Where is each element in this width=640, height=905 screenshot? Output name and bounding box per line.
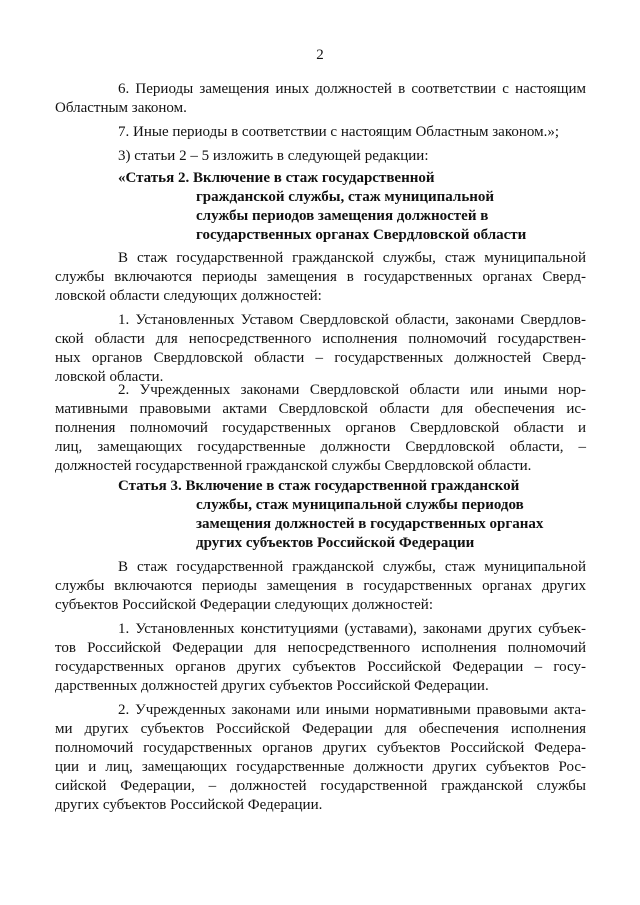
text-line: 1. Установленных Уставом Свердловской области, законами Свердлов- (118, 312, 586, 328)
text-line: В стаж государственной гражданской службы, стаж муниципальной (118, 559, 586, 575)
heading-line: «Статья 2. Включение в стаж государственной (118, 170, 435, 186)
text-line: ми других субъектов Российской Федерации для обеспечения исполнения (55, 721, 586, 737)
text-line: 3) статьи 2 – 5 изложить в следующей редакции: (118, 148, 429, 164)
text-line: государственных органов других субъектов Российской Федерации – госу- (55, 659, 586, 675)
text-line: полнения полномочий государственных органов Свердловской области и (55, 420, 586, 436)
text-line: Областным законом. (55, 100, 187, 116)
text-line: других субъектов Российской Федерации. (55, 797, 323, 813)
text-line: 2. Учрежденных законами Свердловской области или иными нор- (118, 382, 586, 398)
text-line: сийской Федерации, – должностей государственной гражданской службы (55, 778, 586, 794)
text-line: 7. Иные периоды в соответствии с настоящим Областным законом.»; (118, 124, 560, 140)
text-line: дарственных должностей других субъектов Российской Федерации. (55, 678, 489, 694)
heading-line: Статья 3. Включение в стаж государственной гражданской (118, 478, 520, 494)
heading-line: других субъектов Российской Федерации (196, 535, 475, 551)
text-line: В стаж государственной гражданской службы, стаж муниципальной (118, 250, 586, 266)
text-line: ской области для непосредственного исполнения полномочий государствен- (55, 331, 586, 347)
text-line: ловской области следующих должностей: (55, 288, 322, 304)
text-line: мативными правовыми актами Свердловской области для обеспечения ис- (55, 401, 586, 417)
text-line: 6. Периоды замещения иных должностей в соответствии с настоящим (118, 81, 586, 97)
text-line: субъектов Российской Федерации следующих должностей: (55, 597, 433, 613)
heading-line: службы периодов замещения должностей в (196, 208, 489, 224)
text-line: 2. Учрежденных законами или иными нормативными правовыми акта- (118, 702, 586, 718)
text-line: службы включаются периоды замещения в государственных органах других (55, 578, 586, 594)
heading-line: гражданской службы, стаж муниципальной (196, 189, 495, 205)
text-line: полномочий государственных органов других субъектов Российской Федера- (55, 740, 586, 756)
page-number: 2 (316, 47, 324, 63)
heading-line: государственных органах Свердловской области (196, 227, 527, 243)
text-line: службы включаются периоды замещения в государственных органах Сверд- (55, 269, 586, 285)
text-line: лиц, замещающих государственные должности Свердловской области, – (55, 439, 586, 455)
heading-line: службы, стаж муниципальной службы периодов (196, 497, 524, 513)
text-line: должностей государственной гражданской службы Свердловской области. (55, 458, 532, 474)
text-line: 1. Установленных конституциями (уставами), законами других субъек- (118, 621, 586, 637)
heading-line: замещения должностей в государственных органах (196, 516, 544, 532)
text-line: тов Российской Федерации для непосредственного исполнения полномочий (55, 640, 586, 656)
text-line: ных органов Свердловской области – государственных должностей Сверд- (55, 350, 586, 366)
text-line: ловской области. (55, 369, 164, 385)
text-line: ции и лиц, замещающих государственные должности других субъектов Рос- (55, 759, 586, 775)
